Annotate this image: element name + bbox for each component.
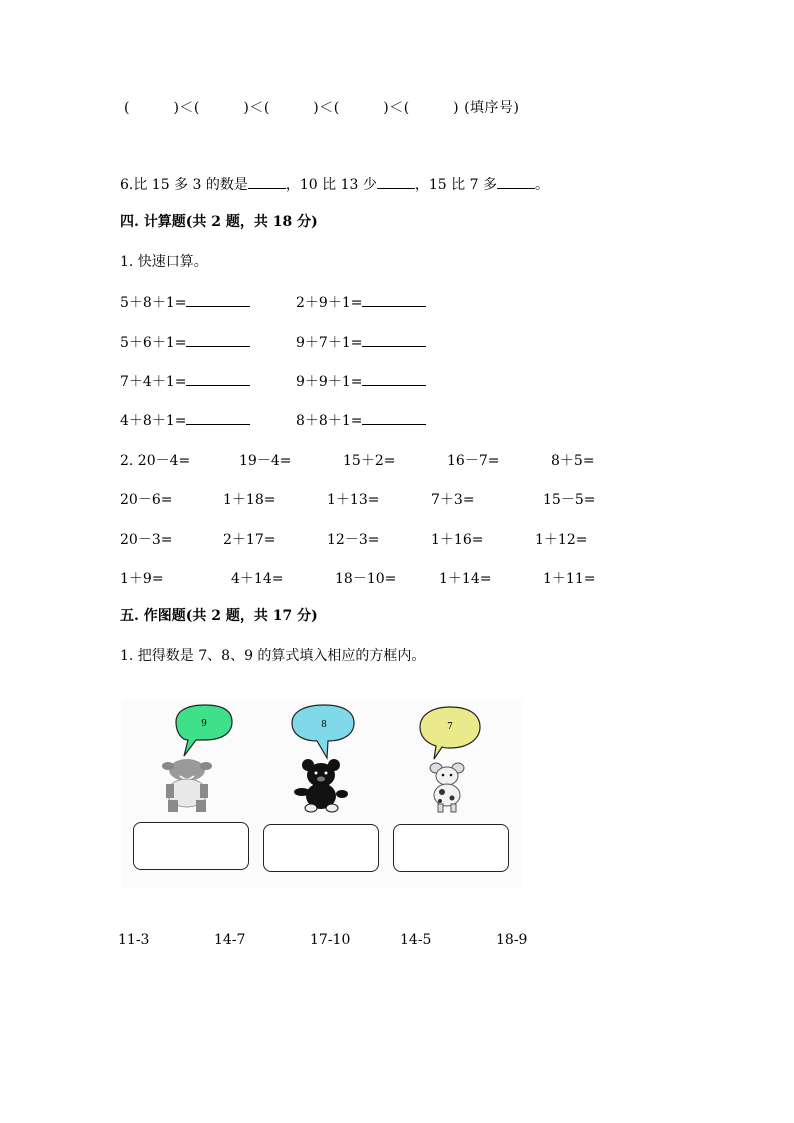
question-6-mid2: ，15 比 7 多 bbox=[414, 177, 497, 193]
section-4-q1-title: 1. 快速口算。 bbox=[120, 254, 208, 270]
expression: 2＋9＋1= bbox=[296, 295, 363, 311]
option-expression[interactable]: 14-5 bbox=[400, 932, 432, 948]
calc-item: 1＋16= bbox=[431, 532, 484, 548]
calc-item: 19－4= bbox=[239, 453, 292, 469]
answer-box-8[interactable] bbox=[263, 824, 379, 872]
bear-icon bbox=[294, 759, 348, 812]
ordering-blanks-line: ( )＜( )＜( )＜( )＜( ) (填序号) bbox=[124, 100, 520, 116]
speech-bubble-9 bbox=[176, 705, 232, 756]
mental-math-row bbox=[120, 410, 640, 428]
calc-item: 12－3= bbox=[327, 532, 380, 548]
calc-item: 2. 20－4= bbox=[120, 453, 191, 469]
speech-bubble-8 bbox=[292, 705, 354, 758]
speech-bubble-7 bbox=[420, 707, 480, 759]
expression: 5＋8＋1= bbox=[120, 295, 187, 311]
section-5-title: 五. 作图题(共 2 题，共 17 分) bbox=[120, 608, 318, 624]
expression: 5＋6＋1= bbox=[120, 335, 187, 351]
calc-item: 18－10= bbox=[335, 571, 397, 587]
option-expression[interactable]: 11-3 bbox=[118, 932, 150, 948]
bubble-number-7: 7 bbox=[447, 722, 453, 732]
expression: 4＋8＋1= bbox=[120, 413, 187, 429]
answer-blank[interactable] bbox=[362, 371, 426, 386]
calc-item: 4＋14= bbox=[231, 571, 284, 587]
answer-blank-1[interactable] bbox=[248, 174, 286, 189]
calc-row bbox=[120, 568, 640, 586]
calc-item: 15＋2= bbox=[343, 453, 396, 469]
answer-blank[interactable] bbox=[186, 292, 250, 307]
calc-item: 1＋12= bbox=[535, 532, 588, 548]
calc-item: 7＋3= bbox=[431, 492, 475, 508]
mental-math-row bbox=[120, 332, 640, 350]
calc-item: 1＋11= bbox=[543, 571, 596, 587]
answer-blank[interactable] bbox=[362, 332, 426, 347]
calc-item: 2＋17= bbox=[223, 532, 276, 548]
calc-row bbox=[120, 450, 640, 468]
expression-options bbox=[118, 932, 548, 950]
calc-item: 15－5= bbox=[543, 492, 596, 508]
calc-row bbox=[120, 489, 640, 507]
section-5-q1-title: 1. 把得数是 7、8、9 的算式填入相应的方框内。 bbox=[120, 648, 426, 664]
mental-math-row bbox=[120, 292, 640, 310]
calc-row bbox=[120, 529, 640, 547]
answer-blank-2[interactable] bbox=[377, 174, 415, 189]
calc-item: 1＋14= bbox=[439, 571, 492, 587]
question-6 bbox=[120, 174, 549, 194]
calc-item: 1＋18= bbox=[223, 492, 276, 508]
drawing-exercise-figure bbox=[122, 700, 522, 888]
mental-math-row bbox=[120, 371, 640, 389]
expression: 9＋9＋1= bbox=[296, 374, 363, 390]
answer-blank-3[interactable] bbox=[497, 174, 535, 189]
answer-box-7[interactable] bbox=[393, 824, 509, 872]
option-expression[interactable]: 17-10 bbox=[310, 932, 351, 948]
expression: 8＋8＋1= bbox=[296, 413, 363, 429]
bubble-number-9: 9 bbox=[201, 719, 207, 729]
calc-item: 1＋13= bbox=[327, 492, 380, 508]
answer-blank[interactable] bbox=[362, 410, 426, 425]
question-6-suffix: 。 bbox=[534, 177, 549, 193]
spotted-cow-icon bbox=[430, 763, 464, 812]
section-4-title: 四. 计算题(共 2 题，共 18 分) bbox=[120, 214, 318, 230]
calc-item: 1＋9= bbox=[120, 571, 164, 587]
calc-item: 8＋5= bbox=[551, 453, 595, 469]
answer-box-9[interactable] bbox=[133, 822, 249, 870]
option-expression[interactable]: 18-9 bbox=[496, 932, 528, 948]
calc-item: 16－7= bbox=[447, 453, 500, 469]
bubble-number-8: 8 bbox=[321, 720, 327, 730]
answer-blank[interactable] bbox=[186, 371, 250, 386]
cow-icon bbox=[162, 759, 212, 812]
expression: 9＋7＋1= bbox=[296, 335, 363, 351]
answer-blank[interactable] bbox=[186, 332, 250, 347]
answer-blank[interactable] bbox=[186, 410, 250, 425]
option-expression[interactable]: 14-7 bbox=[214, 932, 246, 948]
answer-blank[interactable] bbox=[362, 292, 426, 307]
question-6-mid1: ，10 比 13 少 bbox=[285, 177, 377, 193]
calc-item: 20－3= bbox=[120, 532, 173, 548]
calc-item: 20－6= bbox=[120, 492, 173, 508]
question-6-prefix: 6.比 15 多 3 的数是 bbox=[120, 177, 248, 193]
expression: 7＋4＋1= bbox=[120, 374, 187, 390]
